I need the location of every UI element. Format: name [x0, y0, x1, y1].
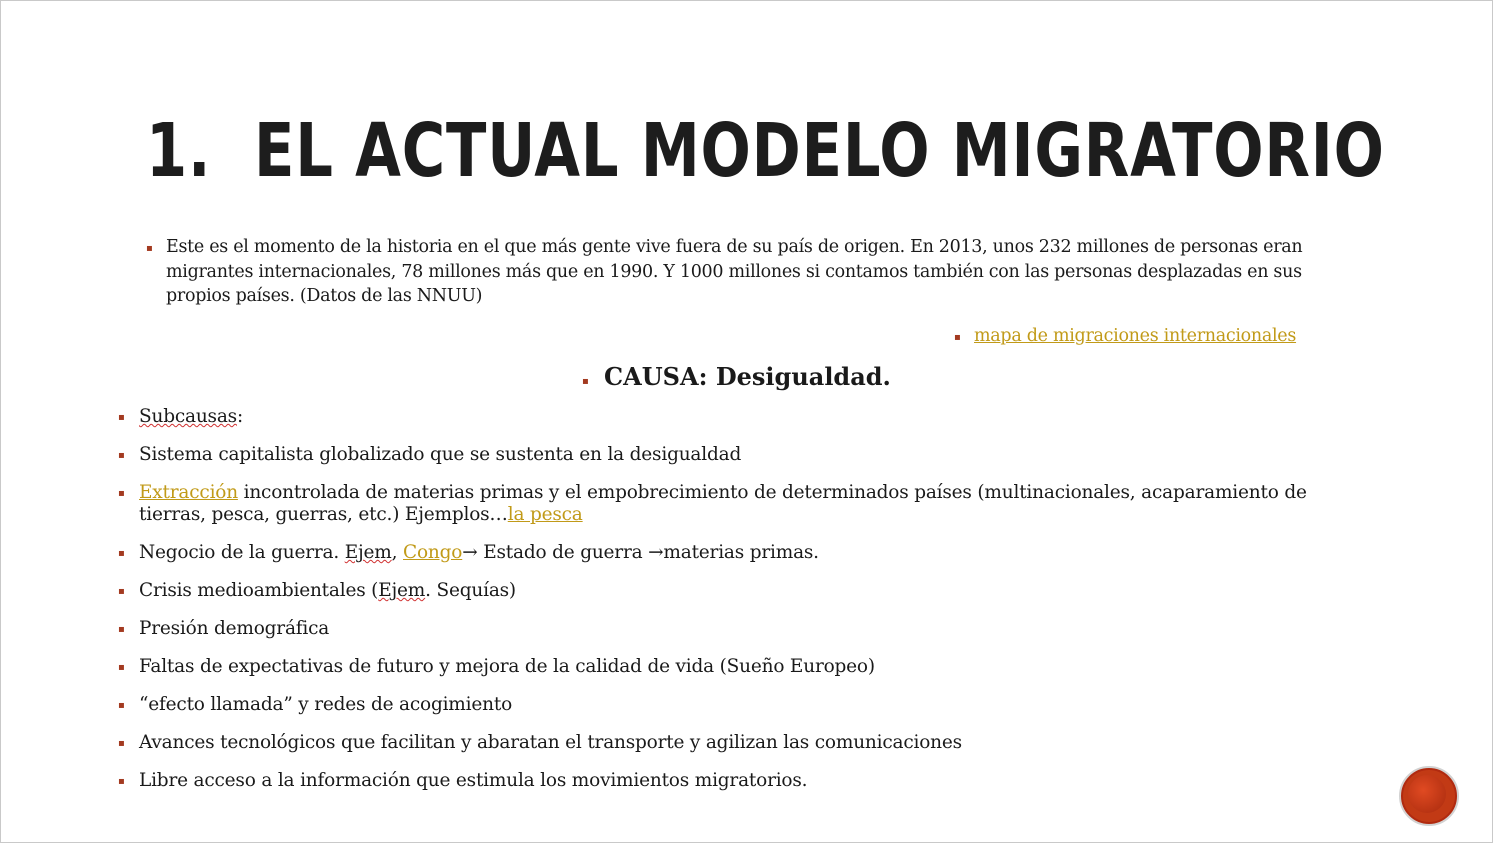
slide-title [146, 109, 1385, 194]
ejem-text: Ejem [378, 580, 426, 601]
title-text: EL ACTUAL MODELO MIGRATORIO [254, 108, 1385, 194]
causa-text: CAUSA: Desigualdad. [604, 362, 891, 391]
list-item [118, 406, 1338, 428]
bullet-icon: ▪ [118, 450, 125, 461]
map-link-item [954, 324, 1296, 348]
list-item [118, 444, 1338, 466]
red-circle-logo-icon [1399, 766, 1459, 826]
subcausas-text: Subcausas [139, 406, 237, 427]
list-item [118, 656, 1338, 678]
list-item [118, 580, 1338, 602]
extraccion-text: incontrolada de materias primas y el empobrecimiento de determinados países (multinacionales, acaparamiento de tierras, pesca, guerras, etc.) Ejemplos… [139, 482, 1307, 525]
causa-heading [582, 362, 891, 392]
pesca-link[interactable]: la pesca [507, 504, 583, 525]
bullet-icon: ▪ [954, 332, 961, 343]
libre-text: Libre acceso a la información que estimula los movimientos migratorios. [139, 770, 808, 791]
list-item [118, 542, 1338, 564]
bullet-icon: ▪ [146, 243, 153, 254]
logo-inner [1408, 775, 1446, 813]
bullet-icon: ▪ [118, 624, 125, 635]
sistema-text: Sistema capitalista globalizado que se sustenta en la desigualdad [139, 444, 742, 465]
subcausas-list [118, 406, 1338, 808]
colon: : [236, 406, 244, 427]
negocio-post-text: → Estado de guerra →materias primas. [462, 542, 819, 563]
efecto-text: “efecto llamada” y redes de acogimiento [139, 694, 513, 715]
bullet-icon: ▪ [118, 700, 125, 711]
crisis-post-text: . Sequías) [425, 580, 516, 601]
comma: , [391, 542, 404, 563]
bullet-icon: ▪ [118, 738, 125, 749]
bullet-icon: ▪ [118, 776, 125, 787]
bullet-icon: ▪ [118, 586, 125, 597]
list-item [118, 482, 1338, 526]
bullet-icon: ▪ [118, 662, 125, 673]
map-link[interactable]: mapa de migraciones internacionales [974, 326, 1297, 346]
congo-link[interactable]: Congo [403, 542, 463, 563]
bullet-icon: ▪ [582, 376, 589, 387]
extraccion-link[interactable]: Extracción [139, 482, 238, 503]
bullet-icon: ▪ [118, 548, 125, 559]
ejem-text: Ejem [344, 542, 392, 563]
list-item [118, 618, 1338, 640]
negocio-text: Negocio de la guerra. [139, 542, 345, 563]
bullet-icon: ▪ [118, 412, 125, 423]
title-number: 1. [146, 108, 212, 194]
presion-text: Presión demográfica [139, 618, 330, 639]
avances-text: Avances tecnológicos que facilitan y abaratan el transporte y agilizan las comunicaciones [139, 732, 962, 753]
list-item [118, 732, 1338, 754]
crisis-text: Crisis medioambientales ( [139, 580, 379, 601]
intro-text: Este es el momento de la historia en el que más gente vive fuera de su país de origen. En 2013, unos 232 millones de personas eran migrantes internacionales, 78 millones más que en 1990. Y 1000 millones si contamos también con las personas desplazadas en sus propios países. (Datos de las NNUU) [166, 237, 1303, 306]
intro-paragraph [146, 235, 1346, 309]
list-item [118, 770, 1338, 792]
faltas-text: Faltas de expectativas de futuro y mejora de la calidad de vida (Sueño Europeo) [139, 656, 875, 677]
list-item [118, 694, 1338, 716]
bullet-icon: ▪ [118, 488, 125, 499]
